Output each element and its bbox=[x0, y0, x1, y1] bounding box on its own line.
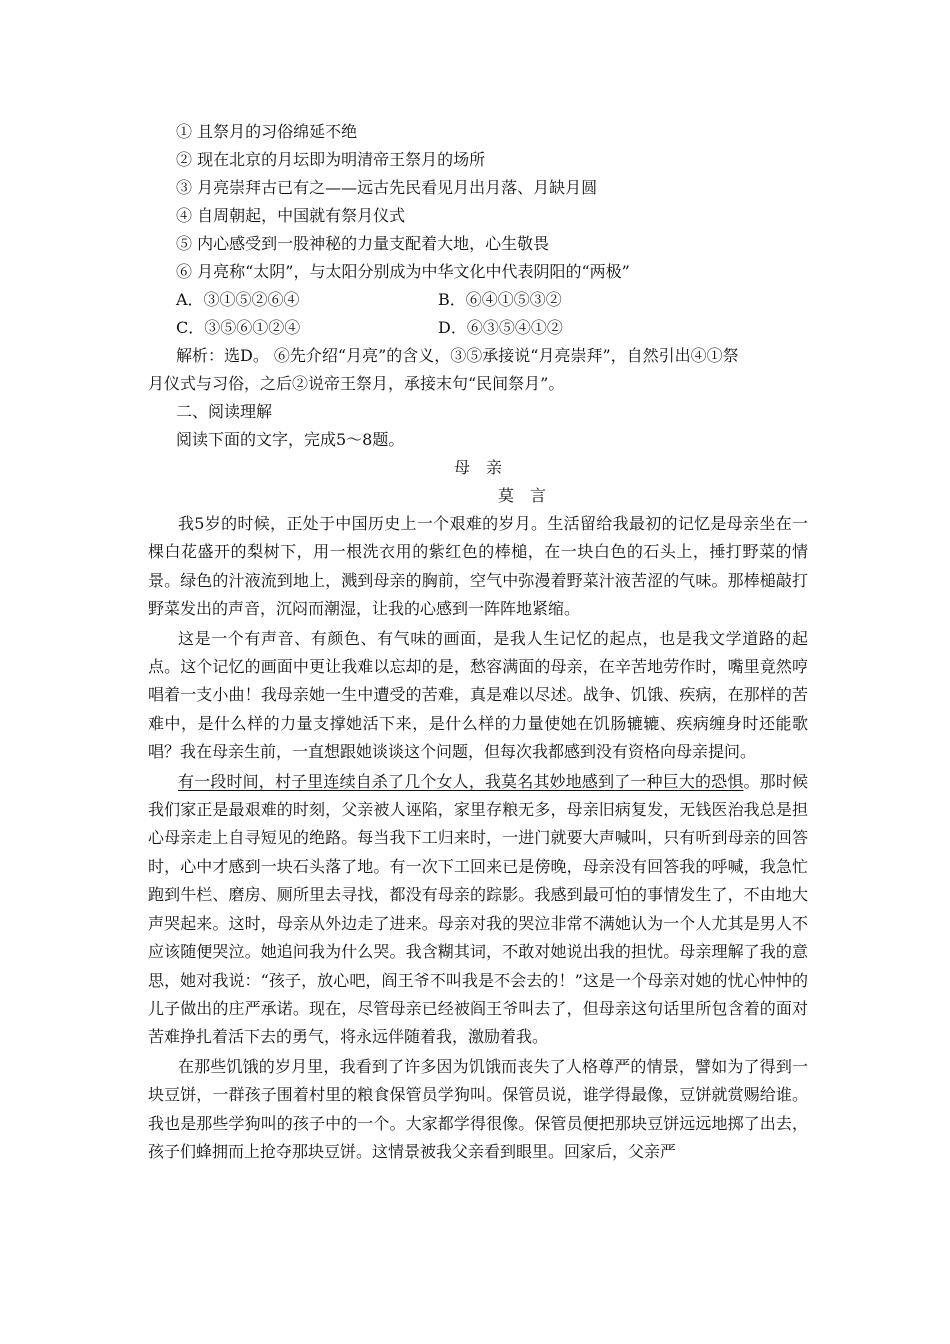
article-paragraph-2: 这是一个有声音、有颜色、有气味的画面，是我人生记忆的起点，也是我文学道路的起点。这个记忆的画面中更让我难以忘却的是，愁容满面的母亲，在辛苦地劳作时，嘴里竟然哼唱着一支小曲！我母亲她一生中遭受的苦难，真是难以尽述。战争、饥饿、疾病，在那样的苦难中，是什么样的力量支撑她活下来，是什么样的力量使她在饥肠辘辘、疾病缠身时还能歌唱？我在母亲生前，一直想跟她谈谈这个问题，但每次我都感到没有资格向母亲提问。 bbox=[148, 628, 808, 762]
analysis-line-2: 月仪式与习俗，之后②说帝王祭月，承接末句“民间祭月”。 bbox=[148, 374, 565, 393]
option-item-4: ④ 自周朝起，中国就有祭月仪式 bbox=[176, 206, 406, 225]
underlined-sentence: 有一段时间，村子里连续自杀了几个女人，我莫名其妙地感到了一种巨大的恐惧 bbox=[178, 771, 744, 791]
choices-row-2 bbox=[148, 314, 808, 342]
choice-d: D．⑥③⑤④①② bbox=[438, 318, 563, 337]
analysis-line-1: 解析：选D。 ⑥先介绍“月亮”的含义，③⑤承接说“月亮崇拜”，自然引出④①祭 bbox=[176, 346, 739, 365]
reading-instruction: 阅读下面的文字，完成5～8题。 bbox=[176, 430, 405, 449]
choices-row-1 bbox=[148, 286, 808, 314]
choice-a: A．③①⑤②⑥④ bbox=[176, 290, 300, 309]
choice-b: B．⑥④①⑤③② bbox=[438, 290, 562, 309]
option-item-2: ② 现在北京的月坛即为明清帝王祭月的场所 bbox=[176, 150, 486, 169]
article-paragraph-4: 在那些饥饿的岁月里，我看到了许多因为饥饿而丧失了人格尊严的情景，譬如为了得到一块豆饼，一群孩子围着村里的粮食保管员学狗叫。保管员说，谁学得最像，豆饼就赏赐给谁。我也是那些学狗叫的孩子中的一个。大家都学得很像。保管员便把那块豆饼远远地掷了出去，孩子们蜂拥而上抢夺那块豆饼。这情景被我父亲看到眼里。回家后，父亲严 bbox=[148, 1056, 808, 1161]
article-author: 莫 言 bbox=[498, 486, 547, 505]
choice-c: C．③⑤⑥①②④ bbox=[176, 318, 301, 337]
option-item-5: ⑤ 内心感受到一股神秘的力量支配着大地，心生敬畏 bbox=[176, 234, 550, 253]
section-heading: 二、阅读理解 bbox=[176, 402, 273, 421]
option-item-6: ⑥ 月亮称“太阴”，与太阳分别成为中华文化中代表阴阳的“两极” bbox=[176, 262, 630, 281]
document-body bbox=[148, 118, 808, 1167]
paragraph-3-text: 。那时候我们家正是最艰难的时刻，父亲被人诬陷，家里存粮无多，母亲旧病复发，无钱医治我总是担心母亲走上自寻短见的绝路。每当我下工归来时，一进门就要大声喊叫，只有听到母亲的回答时，心中才感到一块石头落了地。有一次下工回来已是傍晚，母亲没有回答我的呼喊，我急忙跑到牛栏、磨房、厕所里去寻找，都没有母亲的踪影。我感到最可怕的事情发生了，不由地大声哭起来。这时，母亲从外边走了进来。母亲对我的哭泣非常不满她认为一个人尤其是男人不应该随便哭泣。她追问我为什么哭。我含糊其词，不敢对她说出我的担忧。母亲理解了我的意思，她对我说：“孩子，放心吧，阎王爷不叫我是不会去的！”这是一个母亲对她的忧心忡忡的儿子做出的庄严承诺。现在，尽管母亲已经被阎王爷叫去了，但母亲这句话里所包含着的面对苦难挣扎着活下去的勇气，将永远伴随着我，激励着我。 bbox=[148, 771, 808, 1047]
option-item-3: ③ 月亮崇拜古已有之——远古先民看见月出月落、月缺月圆 bbox=[176, 178, 598, 197]
article-title: 母 亲 bbox=[453, 458, 502, 477]
article-paragraph-1: 我5岁的时候，正处于中国历史上一个艰难的岁月。生活留给我最初的记忆是母亲坐在一棵白花盛开的梨树下，用一根洗衣用的紫红色的棒槌，在一块白色的石头上，捶打野菜的情景。绿色的汁液流到地上，溅到母亲的胸前，空气中弥漫着野菜汁液苦涩的气味。那棒槌敲打野菜发出的声音，沉闷而潮湿，让我的心感到一阵阵地紧缩。 bbox=[148, 514, 808, 619]
article-paragraph-3 bbox=[148, 768, 808, 1052]
option-item-1: ① 且祭月的习俗绵延不绝 bbox=[176, 122, 358, 141]
